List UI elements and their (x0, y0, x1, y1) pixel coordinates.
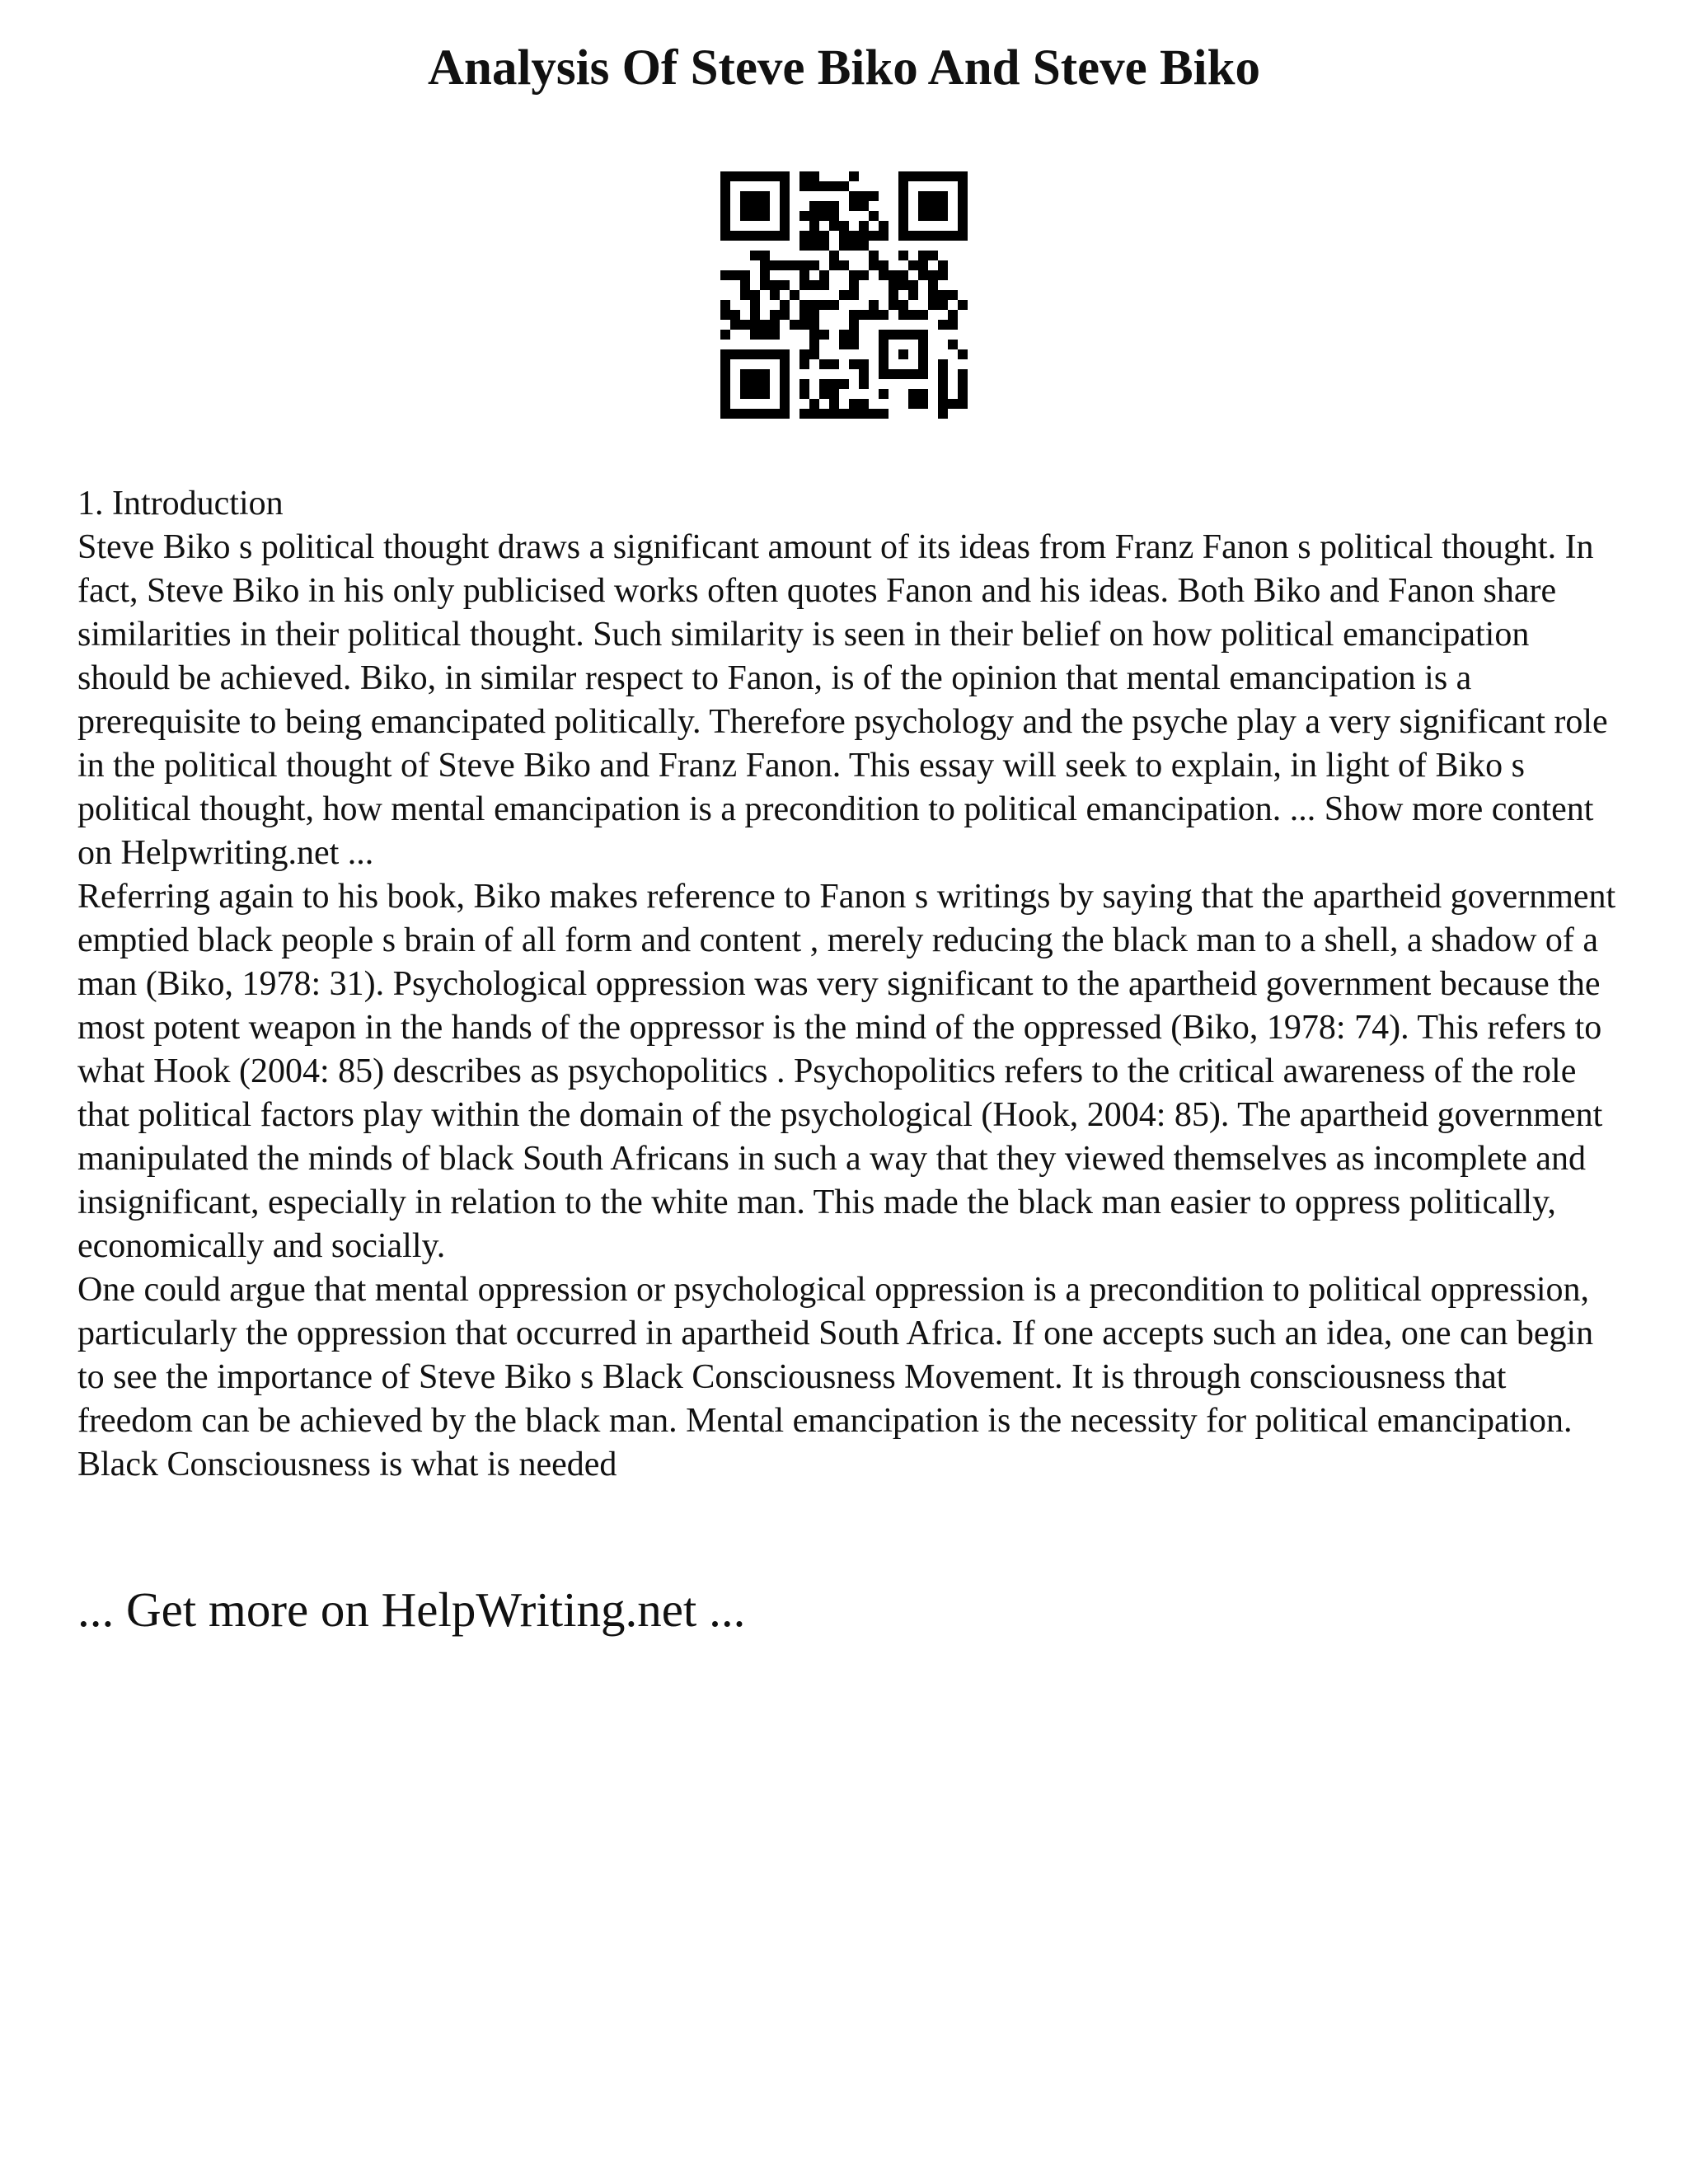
get-more-link[interactable]: ... Get more on HelpWriting.net ... (77, 1582, 746, 1637)
document-body (77, 482, 1627, 1487)
qr-code-icon (720, 171, 968, 419)
paragraph-2: Referring again to his book, Biko makes reference to Fanon s writings by saying that the apartheid government emptied black people s brain of all form and content , merely reducing the black man to a shell, a shadow of a man (Biko, 1978: 31). Psychological oppression was very significant to the apartheid government because the most potent weapon in the hands of the oppressor is the mind of the oppressed (Biko, 1978: 74). This refers to what Hook (2004: 85) describes as psychopolitics . Psychopolitics refers to the critical awareness of the role that political factors play within the domain of the psychological (Hook, 2004: 85). The apartheid government manipulated the minds of black South Africans in such a way that they viewed themselves as incomplete and insignificant, especially in relation to the white man. This made the black man easier to oppress politically, economically and socially. (77, 878, 1616, 1265)
section-heading: 1. Introduction (77, 485, 284, 523)
paragraph-3: One could argue that mental oppression or psychological oppression is a precondition to political oppression, particularly the oppression that occurred in apartheid South Africa. If one accepts such an idea, one can begin to see the importance of Steve Biko s Black Consciousness Movement. It is through consciousness that freedom can be achieved by the black man. Mental emancipation is the necessity for political emancipation. Black Consciousness is what is needed (77, 1271, 1594, 1483)
document-title: Analysis Of Steve Biko And Steve Biko (427, 40, 1261, 96)
paragraph-1: Steve Biko s political thought draws a significant amount of its ideas from Franz Fanon s political thought. In fact, Steve Biko in his only publicised works often quotes Fanon and his ideas. Both Biko and Fanon share similarities in their political thought. Such similarity is seen in their belief on how political emancipation should be achieved. Biko, in similar respect to Fanon, is of the opinion that mental emancipation is a prerequisite to being emancipated politically. Therefore psychology and the psyche play a very significant role in the political thought of Steve Biko and Franz Fanon. This essay will seek to explain, in light of Biko s political thought, how mental emancipation is a precondition to political emancipation. ... Show more content on Helpwriting.net ... (77, 528, 1608, 872)
